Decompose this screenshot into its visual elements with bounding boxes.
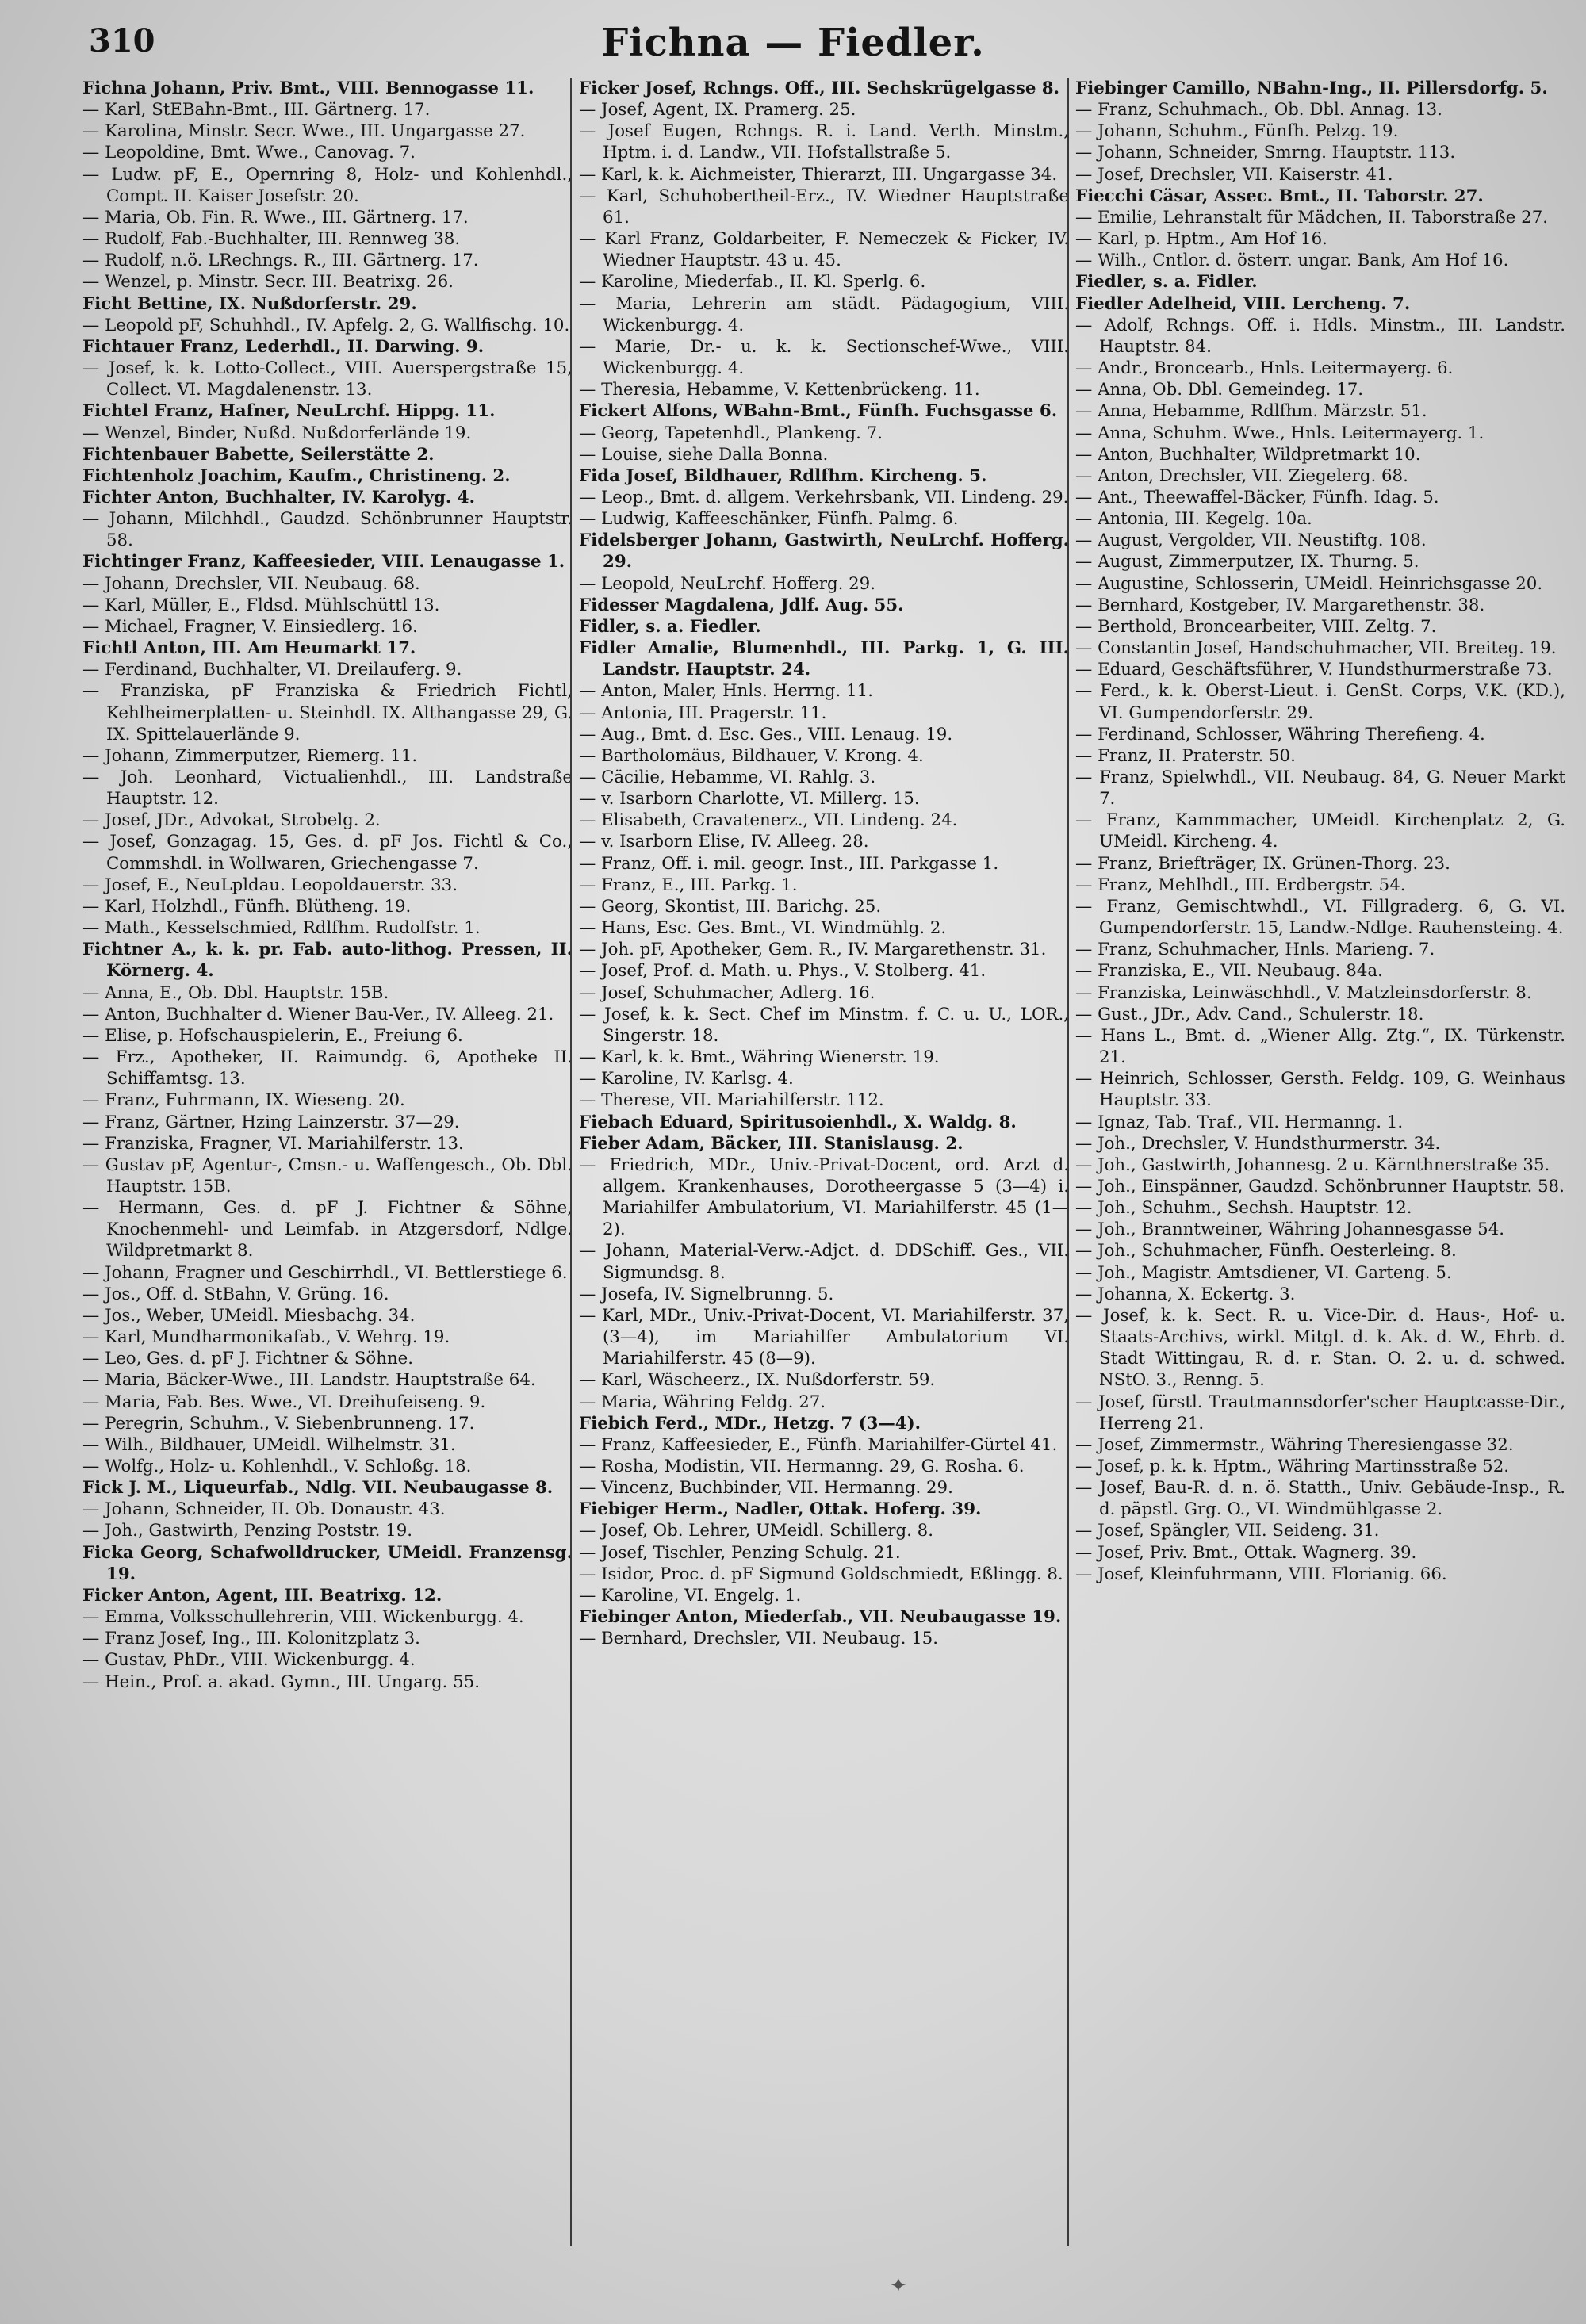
- directory-entry: — Ferdinand, Schlosser, Währing Therefieng. 4.: [1075, 724, 1485, 745]
- directory-entry: — Karolina, Minstr. Secr. Wwe., III. Ungargasse 27.: [82, 121, 526, 142]
- directory-surname-entry: Fichna Johann, Priv. Bmt., VIII. Bennogasse 11.: [82, 78, 534, 98]
- directory-entry: — Franziska, pF Franziska & Friedrich Fichtl, Kehlheimerplatten- u. Steinhdl. IX. Althangasse 29, G. IX. Spittelauerlände 9.: [82, 681, 573, 745]
- directory-entry: — Hermann, Ges. d. pF J. Fichtner & Söhne, Knochenmehl- und Leimfab. in Atzgersdorf, Ndlge. Wildpretmarkt 8.: [82, 1198, 573, 1262]
- directory-entry: — Josef, Kleinfuhrmann, VIII. Florianig. 66.: [1075, 1564, 1447, 1584]
- directory-entry: — v. Isarborn Charlotte, VI. Millerg. 15.: [579, 789, 920, 810]
- directory-entry: — Karl, k. k. Bmt., Währing Wienerstr. 19.: [579, 1047, 940, 1068]
- directory-surname-entry: Fichtenbauer Babette, Seilerstätte 2.: [82, 444, 435, 465]
- directory-entry: — August, Vergolder, VII. Neustiftg. 108.: [1075, 530, 1427, 551]
- directory-entry: — Josef, k. k. Sect. Chef im Minstm. f. C. u. U., LOR., Singerstr. 18.: [579, 1004, 1069, 1046]
- directory-entry: — Anna, E., Ob. Dbl. Hauptstr. 15B.: [82, 982, 389, 1003]
- directory-entry: — Karl, Mundharmonikafab., V. Wehrg. 19.: [82, 1327, 450, 1348]
- directory-entry: — Joh., Schuhm., Sechsh. Hauptstr. 12.: [1075, 1198, 1412, 1219]
- directory-entry: — Leop., Bmt. d. allgem. Verkehrsbank, VII. Lindeng. 29.: [579, 487, 1069, 507]
- directory-entry: — Elise, p. Hofschauspielerin, E., Freiung 6.: [82, 1025, 463, 1046]
- directory-surname-entry: Fichtel Franz, Hafner, NeuLrchf. Hippg. 11.: [82, 401, 496, 422]
- directory-surname-entry: Fiebiger Herm., Nadler, Ottak. Hoferg. 39.: [579, 1499, 982, 1520]
- directory-entry: — Franz, Schuhmach., Ob. Dbl. Annag. 13.: [1075, 100, 1442, 121]
- directory-entry: — Josef, Priv. Bmt., Ottak. Wagnerg. 39.: [1075, 1542, 1417, 1563]
- directory-entry: — Anton, Maler, Hnls. Herrng. 11.: [579, 681, 873, 702]
- directory-entry: — Joh., Einspänner, Gaudzd. Schönbrunner Hauptstr. 58.: [1075, 1176, 1565, 1196]
- directory-entry: — Karoline, Miederfab., II. Kl. Sperlg. 6.: [579, 272, 926, 293]
- directory-entry: — Gustav pF, Agentur-, Cmsn.- u. Waffengesch., Ob. Dbl. Hauptstr. 15B.: [82, 1154, 573, 1196]
- directory-entry: — Josef Eugen, Rchngs. R. i. Land. Verth. Minstm., Hptm. i. d. Landw., VII. Hofstallstraße 5.: [579, 121, 1069, 163]
- directory-entry: — Karl, p. Hptm., Am Hof 16.: [1075, 229, 1327, 250]
- directory-surname-entry: Fiebich Ferd., MDr., Hetzg. 7 (3—4).: [579, 1413, 921, 1434]
- running-head: Fichna — Fiedler.: [601, 21, 985, 65]
- directory-entry: — Franz, Mehlhdl., III. Erdbergstr. 54.: [1075, 875, 1406, 895]
- page-number: 310: [89, 22, 155, 59]
- directory-entry: — Karl Franz, Goldarbeiter, F. Nemeczek & Ficker, IV. Wiedner Hauptstr. 43 u. 45.: [579, 229, 1069, 271]
- directory-surname-entry: Ficka Georg, Schafwolldrucker, UMeidl. Franzensg. 19.: [82, 1542, 573, 1584]
- directory-entry: — Hans L., Bmt. d. „Wiener Allg. Ztg.“, IX. Türkenstr. 21.: [1075, 1025, 1565, 1068]
- directory-entry: — Joh., Magistr. Amtsdiener, VI. Garteng. 5.: [1075, 1262, 1452, 1283]
- directory-entry: — Antonia, III. Kegelg. 10a.: [1075, 509, 1312, 530]
- directory-entry: — Maria, Ob. Fin. R. Wwe., III. Gärtnerg. 17.: [82, 207, 469, 228]
- directory-entry: — Berthold, Broncearbeiter, VIII. Zeltg. 7.: [1075, 616, 1437, 637]
- directory-entry: — Johann, Schneider, Smrng. Hauptstr. 113.: [1075, 143, 1456, 163]
- directory-entry: — Wolfg., Holz- u. Kohlenhdl., V. Schloßg. 18.: [82, 1457, 472, 1476]
- directory-entry: — Karl, Wäscheerz., IX. Nußdorferstr. 59.: [579, 1370, 936, 1391]
- directory-surname-entry: Fiebinger Camillo, NBahn-Ing., II. Pillersdorfg. 5.: [1075, 78, 1548, 98]
- directory-entry: — Anna, Ob. Dbl. Gemeindeg. 17.: [1075, 380, 1364, 400]
- directory-entry: — Leopold pF, Schuhhdl., IV. Apfelg. 2, G. Wallfischg. 10.: [82, 315, 570, 335]
- directory-entry: — Emilie, Lehranstalt für Mädchen, II. Taborstraße 27.: [1075, 207, 1549, 228]
- directory-entry: — Josef, Bau-R. d. n. ö. Statth., Univ. Gebäude-Insp., R. d. päpstl. Grg. O., VI. Windmühlgasse 2.: [1075, 1478, 1565, 1520]
- directory-entry: — Rudolf, Fab.-Buchhalter, III. Rennweg 38.: [82, 229, 461, 250]
- directory-surname-entry: Fidesser Magdalena, Jdlf. Aug. 55.: [579, 595, 904, 615]
- directory-entry: — August, Zimmerputzer, IX. Thurng. 5.: [1075, 552, 1419, 572]
- directory-entry: — Hans, Esc. Ges. Bmt., VI. Windmühlg. 2.: [579, 918, 947, 939]
- directory-surname-entry: Fick J. M., Liqueurfab., Ndlg. VII. Neubaugasse 8.: [82, 1478, 554, 1499]
- directory-surname-entry: Fichtenholz Joachim, Kaufm., Christineng. 2.: [82, 465, 511, 486]
- footer-ornament-icon: ✦: [890, 2274, 907, 2298]
- directory-entry: — Karl, Schuhobertheil-Erz., IV. Wiedner Hauptstraße 61.: [579, 186, 1069, 228]
- directory-surname-entry: Fiebach Eduard, Spiritusoienhdl., X. Waldg. 8.: [579, 1112, 1017, 1132]
- directory-entry: — Math., Kesselschmied, Rdlfhm. Rudolfstr. 1.: [82, 918, 481, 939]
- directory-entry: — Andr., Broncearb., Hnls. Leitermayerg. 6.: [1075, 358, 1454, 379]
- directory-entry: — Josef, Gonzagag. 15, Ges. d. pF Jos. Fichtl & Co., Commshdl. in Wollwaren, Griechengasse 7.: [82, 832, 573, 874]
- directory-entry: — v. Isarborn Elise, IV. Alleeg. 28.: [579, 832, 869, 852]
- directory-surname-entry: Fiedler Adelheid, VIII. Lercheng. 7.: [1075, 293, 1411, 314]
- directory-entry: — Constantin Josef, Handschuhmacher, VII. Breiteg. 19.: [1075, 638, 1557, 659]
- directory-entry: — Josef, Prof. d. Math. u. Phys., V. Stolberg. 41.: [579, 961, 986, 982]
- directory-entry: — Franz, Schuhmacher, Hnls. Marieng. 7.: [1075, 940, 1435, 960]
- directory-entry: — Bernhard, Drechsler, VII. Neubaug. 15.: [579, 1629, 938, 1649]
- directory-entry: — Wilh., Bildhauer, UMeidl. Wilhelmstr. 31.: [82, 1434, 456, 1455]
- directory-entry: — Cäcilie, Hebamme, VI. Rahlg. 3.: [579, 768, 876, 787]
- directory-entry: — Josef, fürstl. Trautmannsdorfer'scher Hauptcasse-Dir., Herreng 21.: [1075, 1392, 1565, 1434]
- directory-entry: — Johann, Fragner und Geschirrhdl., VI. Bettlerstiege 6.: [82, 1262, 568, 1283]
- directory-entry: — Johann, Schuhm., Fünfh. Pelzg. 19.: [1075, 121, 1399, 142]
- directory-entry: — Franziska, E., VII. Neubaug. 84a.: [1075, 961, 1383, 982]
- directory-entry: — Johann, Material-Verw.-Adjct. d. DDSchiff. Ges., VII. Sigmundsg. 8.: [579, 1241, 1069, 1283]
- directory-entry: — Joh. Leonhard, Victualienhdl., III. Landstraße Hauptstr. 12.: [82, 768, 573, 810]
- directory-entry: — Franz, Kaffeesieder, E., Fünfh. Mariahilfer-Gürtel 41.: [579, 1434, 1058, 1455]
- directory-entry: — Bernhard, Kostgeber, IV. Margarethenstr. 38.: [1075, 595, 1485, 615]
- directory-entry: — Jos., Weber, UMeidl. Miesbachg. 34.: [82, 1305, 416, 1326]
- directory-entry: — Theresia, Hebamme, V. Kettenbrückeng. 11.: [579, 380, 980, 400]
- directory-entry: — Johann, Schneider, II. Ob. Donaustr. 43.: [82, 1499, 446, 1520]
- directory-entry: — Georg, Skontist, III. Barichg. 25.: [579, 896, 882, 917]
- directory-entry: — Ferd., k. k. Oberst-Lieut. i. GenSt. Corps, V.K. (KD.), VI. Gumpendorferstr. 29.: [1075, 681, 1565, 723]
- directory-surname-entry: Fichtauer Franz, Lederhdl., II. Darwing. 9.: [82, 336, 485, 357]
- column-divider: [1067, 78, 1069, 2246]
- directory-entry: — Maria, Bäcker-Wwe., III. Landstr. Hauptstraße 64.: [82, 1370, 536, 1391]
- directory-entry: — Maria, Fab. Bes. Wwe., VI. Dreihufeiseng. 9.: [82, 1392, 486, 1412]
- directory-entry: — Wilh., Cntlor. d. österr. ungar. Bank, Am Hof 16.: [1075, 251, 1509, 271]
- directory-entry: — Josef, Drechsler, VII. Kaiserstr. 41.: [1075, 164, 1393, 185]
- directory-surname-entry: Fiebinger Anton, Miederfab., VII. Neubaugasse 19.: [579, 1607, 1062, 1628]
- directory-entry: — Anna, Schuhm. Wwe., Hnls. Leitermayerg. 1.: [1075, 423, 1484, 443]
- directory-entry: — Therese, VII. Mariahilferstr. 112.: [579, 1090, 884, 1111]
- directory-entry: — Aug., Bmt. d. Esc. Ges., VIII. Lenaug. 19.: [579, 724, 953, 745]
- directory-entry: — Joh., Branntweiner, Währing Johannesgasse 54.: [1075, 1219, 1505, 1240]
- directory-surname-entry: Fidler Amalie, Blumenhdl., III. Parkg. 1, G. III. Landstr. Hauptstr. 24.: [579, 638, 1069, 680]
- directory-entry: — Leopold, NeuLrchf. Hofferg. 29.: [579, 573, 876, 594]
- directory-entry: — Franz, Off. i. mil. geogr. Inst., III. Parkgasse 1.: [579, 853, 999, 874]
- directory-entry: — Ignaz, Tab. Traf., VII. Hermanng. 1.: [1075, 1112, 1404, 1132]
- directory-entry: — Franziska, Fragner, VI. Mariahilferstr. 13.: [82, 1133, 464, 1154]
- directory-entry: — Franz, Gemischtwhdl., VI. Fillgraderg. 6, G. VI. Gumpendorferstr. 15, Landw.-Ndlge. Rauhensteing. 4.: [1075, 896, 1565, 939]
- directory-entry: — Louise, siehe Dalla Bonna.: [579, 444, 829, 465]
- directory-entry: — Franz, Gärtner, Hzing Lainzerstr. 37—29.: [82, 1112, 460, 1132]
- directory-entry: — Johanna, X. Eckertg. 3.: [1075, 1284, 1296, 1304]
- directory-entry: — Franz, II. Praterstr. 50.: [1075, 745, 1296, 766]
- directory-entry: — Josef, Spängler, VII. Seideng. 31.: [1075, 1521, 1380, 1541]
- directory-entry: — Vincenz, Buchbinder, VII. Hermanng. 29.: [579, 1478, 953, 1499]
- directory-entry: — Hein., Prof. a. akad. Gymn., III. Ungarg. 55.: [82, 1671, 481, 1692]
- directory-entry: — Josef, Ob. Lehrer, UMeidl. Schillerg. 8.: [579, 1521, 933, 1541]
- directory-entry: — Friedrich, MDr., Univ.-Privat-Docent, ord. Arzt d. allgem. Krankenhauses, Dorotheergasse 5 (3—4) i. Mariahilfer Ambulatorium, VI. Mariahilferstr. 45 (1—2).: [579, 1154, 1069, 1240]
- directory-entry: — Elisabeth, Cravatenerz., VII. Lindeng. 24.: [579, 810, 958, 831]
- directory-entry: — Karoline, VI. Engelg. 1.: [579, 1585, 802, 1606]
- directory-entry: — Michael, Fragner, V. Einsiedlerg. 16.: [82, 616, 418, 637]
- directory-entry: — Wenzel, p. Minstr. Secr. III. Beatrixg. 26.: [82, 272, 454, 293]
- directory-entry: — Adolf, Rchngs. Off. i. Hdls. Minstm., III. Landstr. Hauptstr. 84.: [1075, 315, 1565, 357]
- directory-entry: — Gustav, PhDr., VIII. Wickenburgg. 4.: [82, 1650, 416, 1671]
- directory-entry: — Frz., Apotheker, II. Raimundg. 6, Apotheke II. Schiffamtsg. 13.: [82, 1047, 573, 1089]
- directory-entry: — Karoline, IV. Karlsg. 4.: [579, 1069, 794, 1089]
- directory-entry: — Josef, Tischler, Penzing Schulg. 21.: [579, 1542, 901, 1563]
- directory-entry: — Josef, Agent, IX. Pramerg. 25.: [579, 100, 856, 121]
- directory-entry: — Bartholomäus, Bildhauer, V. Krong. 4.: [579, 745, 924, 766]
- directory-entry: — Josef, Zimmermstr., Währing Theresiengasse 32.: [1075, 1434, 1514, 1455]
- directory-entry: — Heinrich, Schlosser, Gersth. Feldg. 109, G. Weinhaus Hauptstr. 33.: [1075, 1069, 1565, 1111]
- directory-entry: — Joh., Schuhmacher, Fünfh. Oesterleing. 8.: [1075, 1241, 1457, 1262]
- directory-entry: — Anna, Hebamme, Rdlfhm. Märzstr. 51.: [1075, 401, 1427, 422]
- directory-entry: — Karl, k. k. Aichmeister, Thierarzt, III. Ungargasse 34.: [579, 164, 1058, 185]
- directory-entry: — Joh., Drechsler, V. Hundsthurmerstr. 34.: [1075, 1133, 1441, 1154]
- directory-surname-entry: Ficker Josef, Rchngs. Off., III. Sechskrügelgasse 8.: [579, 78, 1060, 98]
- directory-surname-entry: Ficht Bettine, IX. Nußdorferstr. 29.: [82, 293, 417, 314]
- directory-entry: — Georg, Tapetenhdl., Plankeng. 7.: [579, 423, 883, 443]
- directory-entry: — Johann, Drechsler, VII. Neubaug. 68.: [82, 573, 420, 594]
- directory-entry: — Franziska, Leinwäschhdl., V. Matzleinsdorferstr. 8.: [1075, 982, 1532, 1003]
- directory-entry: — Franz, E., III. Parkg. 1.: [579, 875, 798, 895]
- directory-entry: — Marie, Dr.- u. k. k. Sectionschef-Wwe., VIII. Wickenburgg. 4.: [579, 336, 1069, 379]
- directory-entry: — Karl, Müller, E., Fldsd. Mühlschüttl 13.: [82, 595, 440, 615]
- directory-entry: — Rudolf, n.ö. LRechngs. R., III. Gärtnerg. 17.: [82, 251, 479, 271]
- directory-entry: — Josef, JDr., Advokat, Strobelg. 2.: [82, 810, 381, 831]
- directory-entry: — Franz, Kammmacher, UMeidl. Kirchenplatz 2, G. UMeidl. Kircheng. 4.: [1075, 810, 1565, 852]
- directory-entry: — Maria, Lehrerin am städt. Pädagogium, VIII. Wickenburgg. 4.: [579, 293, 1069, 335]
- directory-entry: — Josef, k. k. Sect. R. u. Vice-Dir. d. Haus-, Hof- u. Staats-Archivs, wirkl. Mitgl. d. k. Ak. d. W., Ehrb. d. Stadt Wittingau, R. d. r. Stan. O. 2. u. d. schwed. NStO. 3., Renng. 5.: [1075, 1305, 1565, 1391]
- directory-entry: — Karl, Holzhdl., Fünfh. Blütheng. 19.: [82, 896, 412, 917]
- directory-entry: — Leopoldine, Bmt. Wwe., Canovag. 7.: [82, 143, 416, 163]
- directory-entry: — Jos., Off. d. StBahn, V. Grüng. 16.: [82, 1284, 389, 1304]
- directory-entry: — Johann, Milchhdl., Gaudzd. Schönbrunner Hauptstr. 58.: [82, 509, 573, 551]
- directory-entry: — Anton, Buchhalter d. Wiener Bau-Ver., IV. Alleeg. 21.: [82, 1004, 554, 1024]
- column-2: [579, 78, 1069, 2250]
- directory-entry: — Josef, Schuhmacher, Adlerg. 16.: [579, 982, 875, 1003]
- directory-entry: — Franz Josef, Ing., III. Kolonitzplatz 3.: [82, 1629, 420, 1649]
- directory-entry: — Karl, StEBahn-Bmt., III. Gärtnerg. 17.: [82, 100, 431, 121]
- directory-entry: — Wenzel, Binder, Nußd. Nußdorferlände 19.: [82, 423, 472, 443]
- directory-entry: — Rosha, Modistin, VII. Hermanng. 29, G. Rosha. 6.: [579, 1457, 1025, 1476]
- directory-entry: — Anton, Drechsler, VII. Ziegelerg. 68.: [1075, 465, 1408, 486]
- column-3: [1075, 78, 1565, 2250]
- directory-entry: — Franz, Briefträger, IX. Grünen-Thorg. 23.: [1075, 853, 1450, 874]
- directory-entry: — Josef, E., NeuLpldau. Leopoldauerstr. 33.: [82, 875, 458, 895]
- directory-entry: — Isidor, Proc. d. pF Sigmund Goldschmiedt, Eßlingg. 8.: [579, 1564, 1063, 1584]
- directory-surname-entry: Fickert Alfons, WBahn-Bmt., Fünfh. Fuchsgasse 6.: [579, 401, 1058, 422]
- directory-surname-entry: Fiedler, s. a. Fidler.: [1075, 272, 1258, 293]
- directory-surname-entry: Fieber Adam, Bäcker, III. Stanislausg. 2.: [579, 1133, 963, 1154]
- directory-surname-entry: Fichtner A., k. k. pr. Fab. auto-lithog. Pressen, II. Körnerg. 4.: [82, 940, 573, 982]
- directory-entry: — Ant., Theewaffel-Bäcker, Fünfh. Idag. 5.: [1075, 487, 1439, 507]
- directory-entry: — Johann, Zimmerputzer, Riemerg. 11.: [82, 745, 418, 766]
- column-1: [82, 78, 573, 2250]
- directory-surname-entry: Fidelsberger Johann, Gastwirth, NeuLrchf. Hofferg. 29.: [579, 530, 1069, 572]
- directory-surname-entry: Fichter Anton, Buchhalter, IV. Karolyg. 4.: [82, 487, 475, 507]
- directory-surname-entry: Fichtinger Franz, Kaffeesieder, VIII. Lenaugasse 1.: [82, 552, 565, 572]
- directory-entry: — Peregrin, Schuhm., V. Siebenbrunneng. 17.: [82, 1413, 475, 1434]
- directory-entry: — Ludw. pF, E., Opernring 8, Holz- und Kohlenhdl., Compt. II. Kaiser Josefstr. 20.: [82, 164, 573, 206]
- directory-entry: — Josefa, IV. Signelbrunng. 5.: [579, 1284, 834, 1304]
- directory-entry: — Emma, Volksschullehrerin, VIII. Wickenburgg. 4.: [82, 1607, 524, 1628]
- directory-entry: — Eduard, Geschäftsführer, V. Hundsthurmerstraße 73.: [1075, 660, 1553, 680]
- directory-entry: — Josef, k. k. Lotto-Collect., VIII. Auerspergstraße 15, Collect. VI. Magdalenenstr. 13.: [82, 358, 573, 400]
- directory-entry: — Anton, Buchhalter, Wildpretmarkt 10.: [1075, 444, 1421, 465]
- directory-entry: — Franz, Fuhrmann, IX. Wieseng. 20.: [82, 1090, 405, 1111]
- directory-entry: — Karl, MDr., Univ.-Privat-Docent, VI. Mariahilferstr. 37, (3—4), im Mariahilfer Ambulatorium VI. Mariahilferstr. 45 (8—9).: [579, 1305, 1069, 1369]
- directory-entry: — Antonia, III. Pragerstr. 11.: [579, 703, 827, 723]
- column-divider: [570, 78, 572, 2246]
- directory-entry: — Joh., Gastwirth, Johannesg. 2 u. Kärnthnerstraße 35.: [1075, 1154, 1550, 1175]
- directory-entry: — Gust., JDr., Adv. Cand., Schulerstr. 18.: [1075, 1004, 1424, 1024]
- directory-surname-entry: Fichtl Anton, III. Am Heumarkt 17.: [82, 638, 416, 659]
- directory-entry: — Leo, Ges. d. pF J. Fichtner & Söhne.: [82, 1349, 414, 1369]
- directory-entry: — Joh., Gastwirth, Penzing Poststr. 19.: [82, 1521, 413, 1541]
- directory-entry: — Joh. pF, Apotheker, Gem. R., IV. Margarethenstr. 31.: [579, 940, 1047, 960]
- directory-entry: — Augustine, Schlosserin, UMeidl. Heinrichsgasse 20.: [1075, 573, 1543, 594]
- directory-entry: — Maria, Währing Feldg. 27.: [579, 1392, 826, 1412]
- directory-surname-entry: Fiecchi Cäsar, Assec. Bmt., II. Taborstr. 27.: [1075, 186, 1484, 206]
- directory-surname-entry: Ficker Anton, Agent, III. Beatrixg. 12.: [82, 1585, 442, 1606]
- directory-surname-entry: Fidler, s. a. Fiedler.: [579, 616, 761, 637]
- directory-entry: — Ludwig, Kaffeeschänker, Fünfh. Palmg. 6.: [579, 509, 959, 530]
- directory-entry: — Franz, Spielwhdl., VII. Neubaug. 84, G. Neuer Markt 7.: [1075, 768, 1565, 810]
- directory-entry: — Josef, p. k. k. Hptm., Währing Martinsstraße 52.: [1075, 1457, 1510, 1476]
- directory-surname-entry: Fida Josef, Bildhauer, Rdlfhm. Kircheng. 5.: [579, 465, 987, 486]
- directory-entry: — Ferdinand, Buchhalter, VI. Dreilauferg. 9.: [82, 660, 462, 680]
